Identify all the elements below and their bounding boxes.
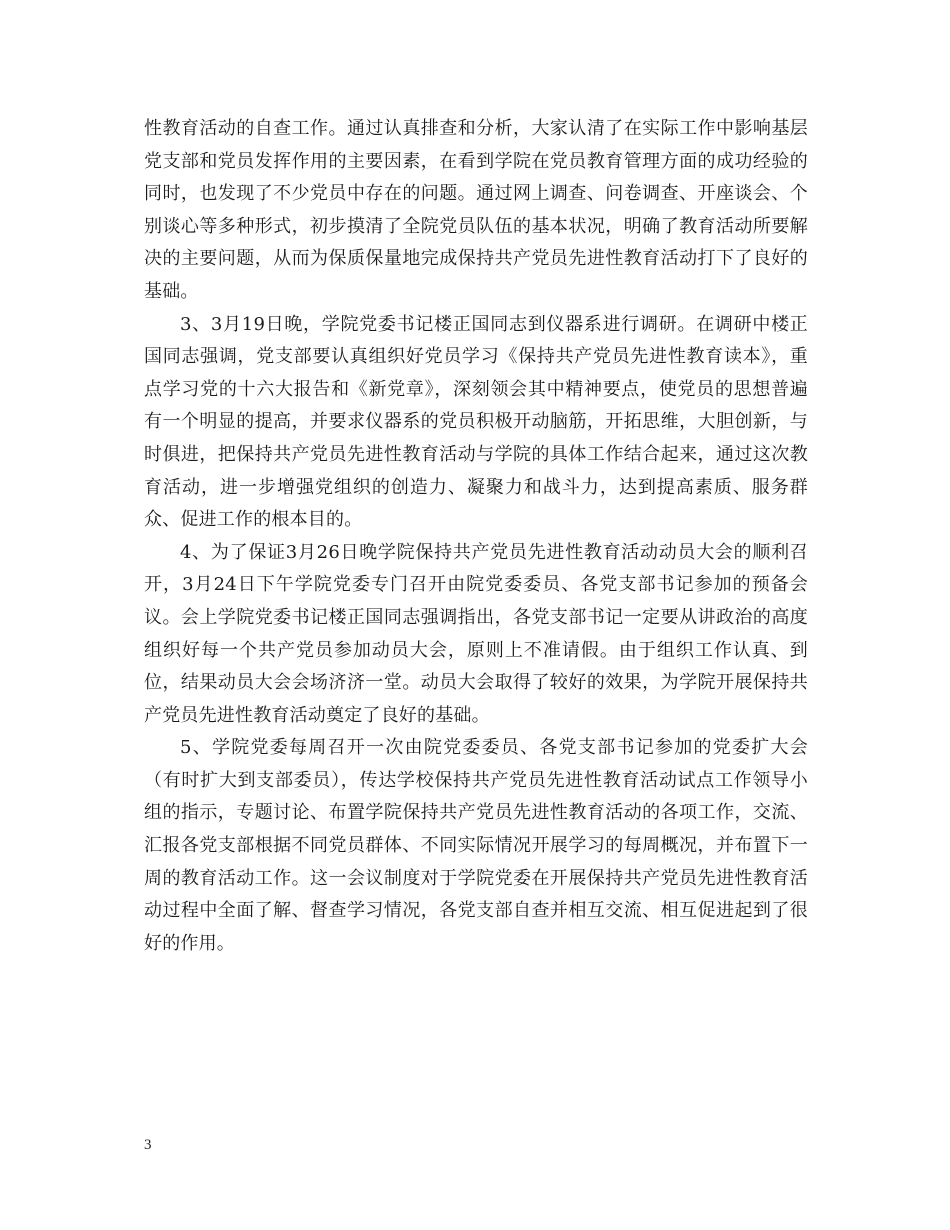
paragraph-item-4: 4、为了保证3月26日晚学院保持共产党员先进性教育活动动员大会的顺利召开，3月24日下午学院党委专门召开由院党委委员、各党支部书记参加的预备会议。会上学院党委书记楼正国同志强调指出，各党支部书记一定要从讲政治的高度组织好每一个共产党员参加动员大会，原则上不准请假。由于组织工作认真、到位，结果动员大会会场济济一堂。动员大会取得了较好的效果，为学院开展保持共产党员先进性教育活动奠定了良好的基础。 <box>144 541 808 726</box>
paragraph-item-3: 3、3月19日晚，学院党委书记楼正国同志到仪器系进行调研。在调研中楼正国同志强调，党支部要认真组织好党员学习《保持共产党员先进性教育读本》，重点学习党的十六大报告和《新党章》，深刻领会其中精神要点，使党员的思想普遍有一个明显的提高，并要求仪器系的党员积极开动脑筋，开拓思维，大胆创新，与时俱进，把保持共产党员先进性教育活动与学院的具体工作结合起来，通过这次教育活动，进一步增强党组织的创造力、凝聚力和战斗力，达到提高素质、服务群众、促进工作的根本目的。 <box>144 313 808 531</box>
document-body <box>144 113 808 960</box>
paragraph-item-5: 5、学院党委每周召开一次由院党委委员、各党支部书记参加的党委扩大会（有时扩大到支部委员），传达学校保持共产党员先进性教育活动试点工作领导小组的指示，专题讨论、布置学院保持共产党员先进性教育活动的各项工作，交流、汇报各党支部根据不同党员群体、不同实际情况开展学习的每周概况，并布置下一周的教育活动工作。这一会议制度对于学院党委在开展保持共产党员先进性教育活动过程中全面了解、督查学习情况，各党支部自查并相互交流、相互促进起到了很好的作用。 <box>144 737 808 954</box>
paragraph-continuation: 性教育活动的自查工作。通过认真排查和分析，大家认清了在实际工作中影响基层党支部和党员发挥作用的主要因素，在看到学院在党员教育管理方面的成功经验的同时，也发现了不少党员中存在的问题。通过网上调查、问卷调查、开座谈会、个别谈心等多种形式，初步摸清了全院党员队伍的基本状况，明确了教育活动所要解决的主要问题，从而为保质保量地完成保持共产党员先进性教育活动打下了良好的基础。 <box>144 118 808 302</box>
page-number: 3 <box>144 1137 152 1153</box>
